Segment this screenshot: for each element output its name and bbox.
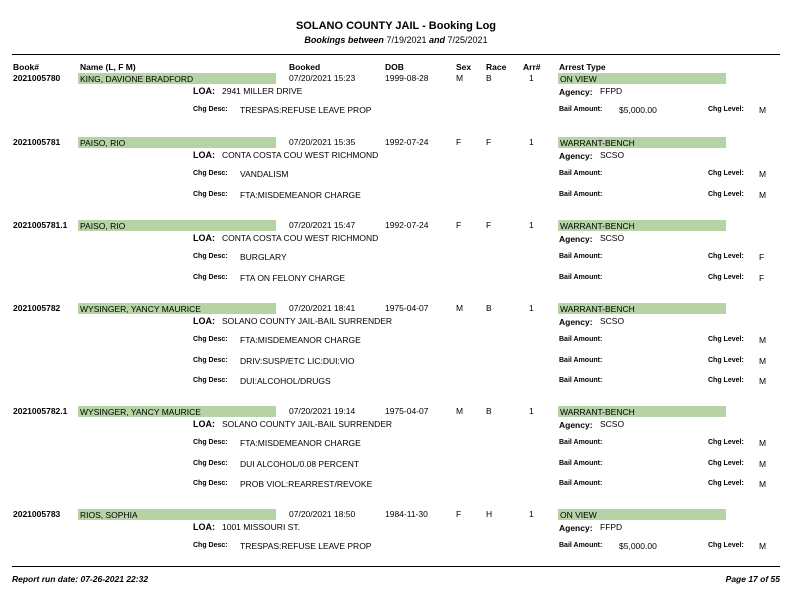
chg-desc-label: Chg Desc: — [193, 273, 228, 281]
charge-level: M — [759, 169, 767, 179]
inmate-name: WYSINGER, YANCY MAURICE — [80, 304, 201, 314]
charge-level: M — [759, 438, 767, 448]
loa-label: LOA: — [193, 419, 215, 429]
agency-label: Agency: — [559, 420, 593, 430]
arrest-type: WARRANT-BENCH — [560, 138, 635, 148]
booked-datetime: 07/20/2021 15:47 — [289, 220, 356, 230]
loa-label: LOA: — [193, 522, 215, 532]
arrest-type: WARRANT-BENCH — [560, 304, 635, 314]
sex: F — [456, 137, 462, 147]
charge-description: FTA:MISDEMEANOR CHARGE — [240, 335, 361, 345]
report-title: SOLANO COUNTY JAIL - Booking Log — [295, 20, 497, 32]
book-number: 2021005781.1 — [13, 220, 68, 230]
date-of-birth: 1999-08-28 — [385, 73, 429, 83]
chg-desc-label: Chg Desc: — [193, 170, 228, 177]
loa-label: LOA: — [193, 86, 215, 96]
charge-level: F — [759, 252, 765, 262]
agency-label: Agency: — [559, 87, 593, 97]
agency: SCSO — [600, 316, 625, 326]
sex: M — [456, 73, 464, 83]
bail-amount-label: Bail Amount: — [559, 459, 603, 467]
charge-description: DRIV:SUSP/ETC LIC:DUI:VIO — [240, 355, 355, 366]
agency-label: Agency: — [559, 151, 593, 161]
race: B — [486, 406, 492, 416]
chg-desc-label: Chg Desc: — [193, 459, 228, 467]
chg-desc-label: Chg Desc: — [193, 190, 228, 198]
arrest-type: WARRANT-BENCH — [560, 407, 635, 417]
charge-description: TRESPAS:REFUSE LEAVE PROP — [240, 541, 372, 551]
bail-amount-label: Bail Amount: — [559, 106, 603, 113]
location-of-arrest: SOLANO COUNTY JAIL-BAIL SURRENDER — [222, 419, 393, 429]
book-number: 2021005782 — [13, 303, 61, 313]
bail-amount-label: Bail Amount: — [559, 542, 603, 549]
charge-level: M — [759, 105, 767, 115]
arrest-number: 1 — [529, 303, 534, 313]
location-of-arrest: SOLANO COUNTY JAIL-BAIL SURRENDER — [222, 316, 393, 326]
charge-level: M — [759, 355, 767, 366]
report-subtitle: Bookings between 7/19/2021 and 7/25/2021 — [304, 35, 488, 45]
arrest-type: ON VIEW — [560, 74, 597, 84]
bail-amount-label: Bail Amount: — [559, 190, 603, 198]
charge-level: M — [759, 189, 767, 200]
chg-level-label: Chg Level: — [708, 170, 744, 177]
charge-level: M — [759, 458, 767, 469]
bail-amount: $5,000.00 — [619, 541, 657, 551]
agency-label: Agency: — [559, 234, 593, 244]
header-rule — [12, 54, 780, 55]
column-header-arr: Arr# — [523, 62, 541, 72]
agency-label: Agency: — [559, 317, 593, 327]
charge-level: M — [759, 541, 767, 551]
race: B — [486, 73, 492, 83]
bail-amount-label: Bail Amount: — [559, 480, 603, 487]
charge-description: FTA ON FELONY CHARGE — [240, 272, 346, 283]
chg-desc-label: Chg Desc: — [193, 356, 228, 364]
booked-datetime: 07/20/2021 15:23 — [289, 73, 356, 83]
location-of-arrest: 1001 MISSOURI ST. — [222, 522, 300, 532]
chg-desc-label: Chg Desc: — [193, 480, 228, 487]
inmate-name: PAISO, RIO — [80, 138, 126, 148]
bail-amount-label: Bail Amount: — [559, 170, 603, 177]
inmate-name: PAISO, RIO — [80, 221, 126, 231]
chg-level-label: Chg Level: — [708, 459, 744, 467]
charge-description: BURGLARY — [240, 252, 287, 262]
charge-level: M — [759, 335, 767, 345]
date-of-birth: 1992-07-24 — [385, 220, 429, 230]
race: F — [486, 137, 492, 147]
arrest-number: 1 — [529, 406, 534, 416]
charge-description: DUI ALCOHOL/0.08 PERCENT — [240, 458, 360, 469]
charge-level: F — [759, 272, 765, 283]
chg-level-label: Chg Level: — [708, 439, 744, 446]
date-of-birth: 1984-11-30 — [385, 509, 428, 519]
agency-label: Agency: — [559, 523, 593, 533]
agency: SCSO — [600, 419, 625, 429]
book-number: 2021005782.1 — [13, 406, 68, 416]
chg-level-label: Chg Level: — [708, 377, 744, 384]
race: B — [486, 303, 492, 313]
bail-amount-label: Bail Amount: — [559, 356, 603, 364]
chg-desc-label: Chg Desc: — [193, 253, 228, 260]
agency: SCSO — [600, 150, 625, 160]
chg-level-label: Chg Level: — [708, 542, 744, 549]
arrest-number: 1 — [529, 509, 534, 519]
chg-desc-label: Chg Desc: — [193, 336, 228, 343]
book-number: 2021005780 — [13, 73, 61, 83]
sex: F — [456, 509, 462, 519]
chg-level-label: Chg Level: — [708, 336, 744, 343]
sex: M — [456, 303, 464, 313]
loa-label: LOA: — [193, 233, 215, 243]
chg-desc-label: Chg Desc: — [193, 377, 228, 384]
column-header-dob: DOB — [385, 62, 404, 72]
arrest-type: WARRANT-BENCH — [560, 221, 635, 231]
bail-amount: $5,000.00 — [619, 105, 657, 115]
column-header-arrest-type: Arrest Type — [559, 62, 606, 72]
column-header-booked: Booked — [289, 62, 321, 72]
footer-rule — [12, 566, 780, 567]
charge-description: VANDALISM — [240, 169, 289, 179]
chg-level-label: Chg Level: — [708, 356, 744, 364]
report-run-date: Report run date: 07-26-2021 22:32 — [12, 574, 149, 584]
charge-level: M — [759, 376, 767, 386]
sex: F — [456, 220, 462, 230]
column-header-race: Race — [486, 62, 507, 72]
charge-description: DUI:ALCOHOL/DRUGS — [240, 376, 331, 386]
booked-datetime: 07/20/2021 18:50 — [289, 509, 356, 519]
race: F — [486, 220, 492, 230]
chg-level-label: Chg Level: — [708, 253, 744, 260]
date-of-birth: 1975-04-07 — [385, 303, 429, 313]
location-of-arrest: CONTA COSTA COU WEST RICHMOND — [222, 233, 379, 243]
location-of-arrest: 2941 MILLER DRIVE — [222, 86, 303, 96]
arrest-number: 1 — [529, 137, 534, 147]
agency: SCSO — [600, 233, 625, 243]
bail-amount-label: Bail Amount: — [559, 273, 603, 281]
date-of-birth: 1975-04-07 — [385, 406, 429, 416]
bail-amount-label: Bail Amount: — [559, 336, 603, 343]
booked-datetime: 07/20/2021 19:14 — [289, 406, 356, 416]
arrest-number: 1 — [529, 220, 534, 230]
loa-label: LOA: — [193, 150, 215, 160]
chg-desc-label: Chg Desc: — [193, 106, 228, 113]
charge-description: FTA:MISDEMEANOR CHARGE — [240, 189, 361, 200]
bail-amount-label: Bail Amount: — [559, 253, 603, 260]
booked-datetime: 07/20/2021 18:41 — [289, 303, 356, 313]
arrest-type: ON VIEW — [560, 510, 597, 520]
column-header-name: Name (L, F M) — [80, 62, 136, 72]
inmate-name: KING, DAVIONE BRADFORD — [80, 74, 194, 84]
arrest-number: 1 — [529, 73, 534, 83]
chg-level-label: Chg Level: — [708, 106, 744, 113]
inmate-name: RIOS, SOPHIA — [80, 510, 138, 520]
charge-description: PROB VIOL:REARREST/REVOKE — [240, 479, 373, 489]
column-header-sex: Sex — [456, 62, 472, 72]
location-of-arrest: CONTA COSTA COU WEST RICHMOND — [222, 150, 379, 160]
race: H — [486, 509, 493, 519]
chg-level-label: Chg Level: — [708, 273, 744, 281]
sex: M — [456, 406, 464, 416]
agency: FFPD — [600, 522, 623, 532]
page-number: Page 17 of 55 — [725, 574, 780, 584]
chg-desc-label: Chg Desc: — [193, 542, 228, 549]
agency: FFPD — [600, 86, 623, 96]
chg-level-label: Chg Level: — [708, 480, 744, 487]
book-number: 2021005783 — [13, 509, 61, 519]
charge-description: TRESPAS:REFUSE LEAVE PROP — [240, 105, 372, 115]
booked-datetime: 07/20/2021 15:35 — [289, 137, 356, 147]
chg-desc-label: Chg Desc: — [193, 439, 228, 446]
column-header-book: Book# — [13, 62, 39, 72]
bail-amount-label: Bail Amount: — [559, 439, 603, 446]
chg-level-label: Chg Level: — [708, 190, 744, 198]
book-number: 2021005781 — [13, 137, 61, 147]
date-of-birth: 1992-07-24 — [385, 137, 429, 147]
loa-label: LOA: — [193, 316, 215, 326]
charge-level: M — [759, 479, 767, 489]
inmate-name: WYSINGER, YANCY MAURICE — [80, 407, 201, 417]
bail-amount-label: Bail Amount: — [559, 377, 603, 384]
charge-description: FTA:MISDEMEANOR CHARGE — [240, 438, 361, 448]
